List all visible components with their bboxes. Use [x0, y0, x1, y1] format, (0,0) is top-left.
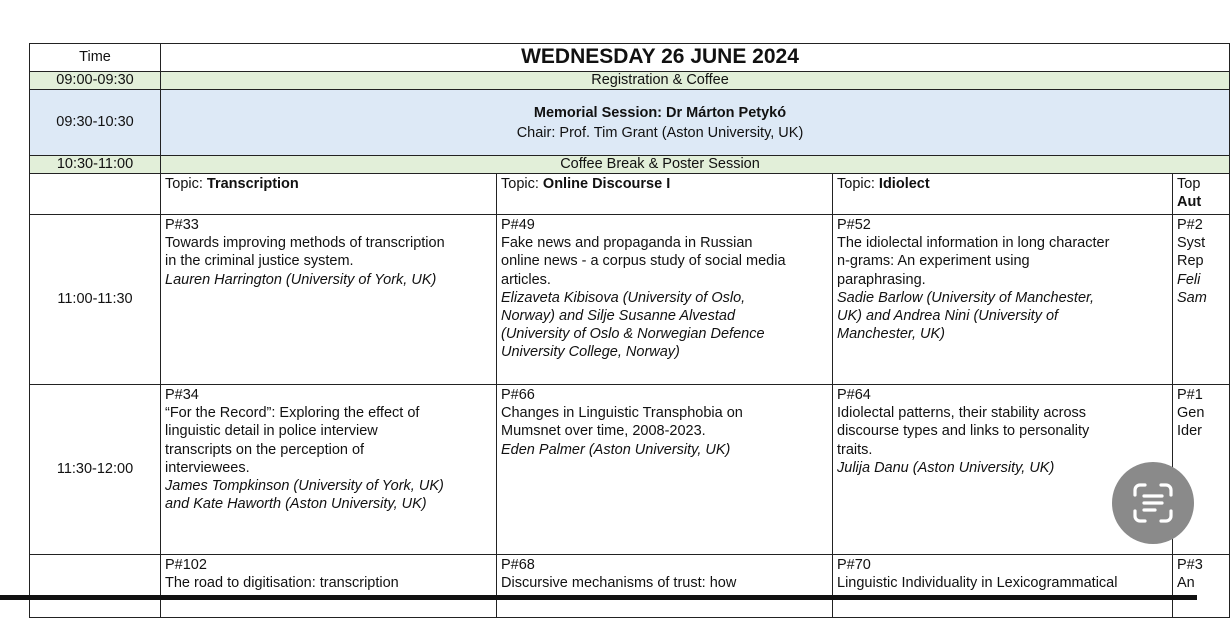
slot-row-2 — [30, 385, 1230, 555]
slot-row-3 — [30, 555, 1230, 618]
topic-online-discourse: Topic: Online Discourse I — [497, 174, 833, 215]
topic-transcription: Topic: Transcription — [161, 174, 497, 215]
coffee-text: Coffee Break & Poster Session — [161, 156, 1230, 174]
paper-title-line: paraphrasing. — [837, 271, 926, 288]
memorial-chair: Chair: Prof. Tim Grant (Aston University, UK) — [516, 124, 804, 141]
paper-author-line: Elizaveta Kibisova (University of Oslo, — [501, 289, 746, 306]
paper-title-line: Idiolectal patterns, their stability across — [837, 405, 1087, 422]
paper-title-line: Rep — [1177, 253, 1204, 270]
header-row — [30, 44, 1230, 72]
paper-cell — [497, 215, 833, 385]
paper-id: P#33 — [165, 217, 199, 233]
paper-title-line: Syst — [1177, 235, 1206, 252]
topic-time-empty — [30, 174, 161, 215]
topic-col4: Top Aut — [1173, 174, 1230, 215]
paper-id: P#1 — [1177, 387, 1203, 403]
slot-time-3 — [30, 555, 161, 618]
paper-author-line: University College, Norway) — [501, 344, 680, 361]
paper-title-line: An — [1177, 575, 1195, 592]
schedule-table — [29, 43, 1230, 618]
memorial-time: 09:30-10:30 — [30, 90, 161, 156]
paper-title-line: Ider — [1177, 423, 1202, 440]
paper-title-line: transcripts on the perception of — [165, 441, 365, 458]
paper-title-line: The idiolectal information in long character — [837, 235, 1110, 252]
paper-id: P#49 — [501, 217, 535, 233]
paper-id: P#102 — [165, 557, 207, 573]
paper-title-line: Fake news and propaganda in Russian — [501, 235, 753, 252]
scan-text-button[interactable] — [1112, 462, 1194, 544]
paper-title-line: Linguistic Individuality in Lexicogrammatical — [837, 575, 1118, 592]
paper-author-line: Sam — [1177, 289, 1207, 306]
slot-row-1 — [30, 215, 1230, 385]
paper-id: P#68 — [501, 557, 535, 573]
paper-author-line: Norway) and Silje Susanne Alvestad — [501, 308, 736, 325]
coffee-row — [30, 156, 1230, 174]
paper-cell — [833, 215, 1173, 385]
slot-time-1: 11:00-11:30 — [30, 215, 161, 385]
registration-row — [30, 72, 1230, 90]
paper-cell — [161, 385, 497, 555]
paper-title-line: n-grams: An experiment using — [837, 253, 1030, 270]
memorial-title: Memorial Session: Dr Márton Petykó — [533, 104, 787, 121]
paper-title-line: traits. — [837, 441, 873, 458]
paper-cell — [161, 555, 497, 618]
paper-author-line: Manchester, UK) — [837, 326, 945, 343]
paper-title-line: “For the Record”: Exploring the effect of — [165, 405, 420, 422]
paper-cell — [1173, 555, 1230, 618]
paper-id: P#70 — [837, 557, 871, 573]
paper-title-line: discourse types and links to personality — [837, 423, 1090, 440]
paper-cell — [497, 555, 833, 618]
paper-title-line: Discursive mechanisms of trust: how — [501, 575, 737, 592]
paper-author-line: UK) and Andrea Nini (University of — [837, 308, 1059, 325]
bottom-edge-bar — [0, 595, 1197, 600]
coffee-time: 10:30-11:00 — [30, 156, 161, 174]
registration-time: 09:00-09:30 — [30, 72, 161, 90]
slot-time-2: 11:30-12:00 — [30, 385, 161, 555]
paper-id: P#52 — [837, 217, 871, 233]
paper-title-line: Mumsnet over time, 2008-2023. — [501, 423, 706, 440]
paper-id: P#2 — [1177, 217, 1203, 233]
paper-author-line: Feli — [1177, 271, 1201, 288]
paper-cell — [497, 385, 833, 555]
paper-cell — [833, 555, 1173, 618]
paper-id: P#3 — [1177, 557, 1203, 573]
paper-title-line: Towards improving methods of transcription — [165, 235, 445, 252]
paper-author-line: (University of Oslo & Norwegian Defence — [501, 326, 765, 343]
paper-author-line: Lauren Harrington (University of York, UK) — [165, 271, 437, 288]
paper-cell — [1173, 215, 1230, 385]
paper-title-line: online news - a corpus study of social media — [501, 253, 786, 270]
paper-title-line: Changes in Linguistic Transphobia on — [501, 405, 743, 422]
paper-author-line: Eden Palmer (Aston University, UK) — [501, 441, 731, 458]
day-title: WEDNESDAY 26 JUNE 2024 — [161, 44, 1230, 72]
paper-title-line: in the criminal justice system. — [165, 253, 354, 270]
paper-title-line: Gen — [1177, 405, 1205, 422]
time-header: Time — [30, 44, 161, 72]
scan-text-icon — [1131, 481, 1175, 525]
paper-id: P#64 — [837, 387, 871, 403]
paper-author-line: Sadie Barlow (University of Manchester, — [837, 289, 1095, 306]
paper-id: P#66 — [501, 387, 535, 403]
topic-idiolect: Topic: Idiolect — [833, 174, 1173, 215]
paper-id: P#34 — [165, 387, 199, 403]
topic-row — [30, 174, 1230, 215]
memorial-session — [161, 90, 1230, 156]
paper-cell — [161, 215, 497, 385]
memorial-row — [30, 90, 1230, 156]
paper-author-line: James Tompkinson (University of York, UK) — [165, 478, 444, 495]
paper-author-line: and Kate Haworth (Aston University, UK) — [165, 496, 427, 513]
paper-title-line: The road to digitisation: transcription — [165, 575, 399, 592]
paper-title-line: articles. — [501, 271, 551, 288]
paper-title-line: interviewees. — [165, 459, 250, 476]
paper-title-line: linguistic detail in police interview — [165, 423, 378, 440]
registration-text: Registration & Coffee — [161, 72, 1230, 90]
paper-author-line: Julija Danu (Aston University, UK) — [837, 459, 1055, 476]
